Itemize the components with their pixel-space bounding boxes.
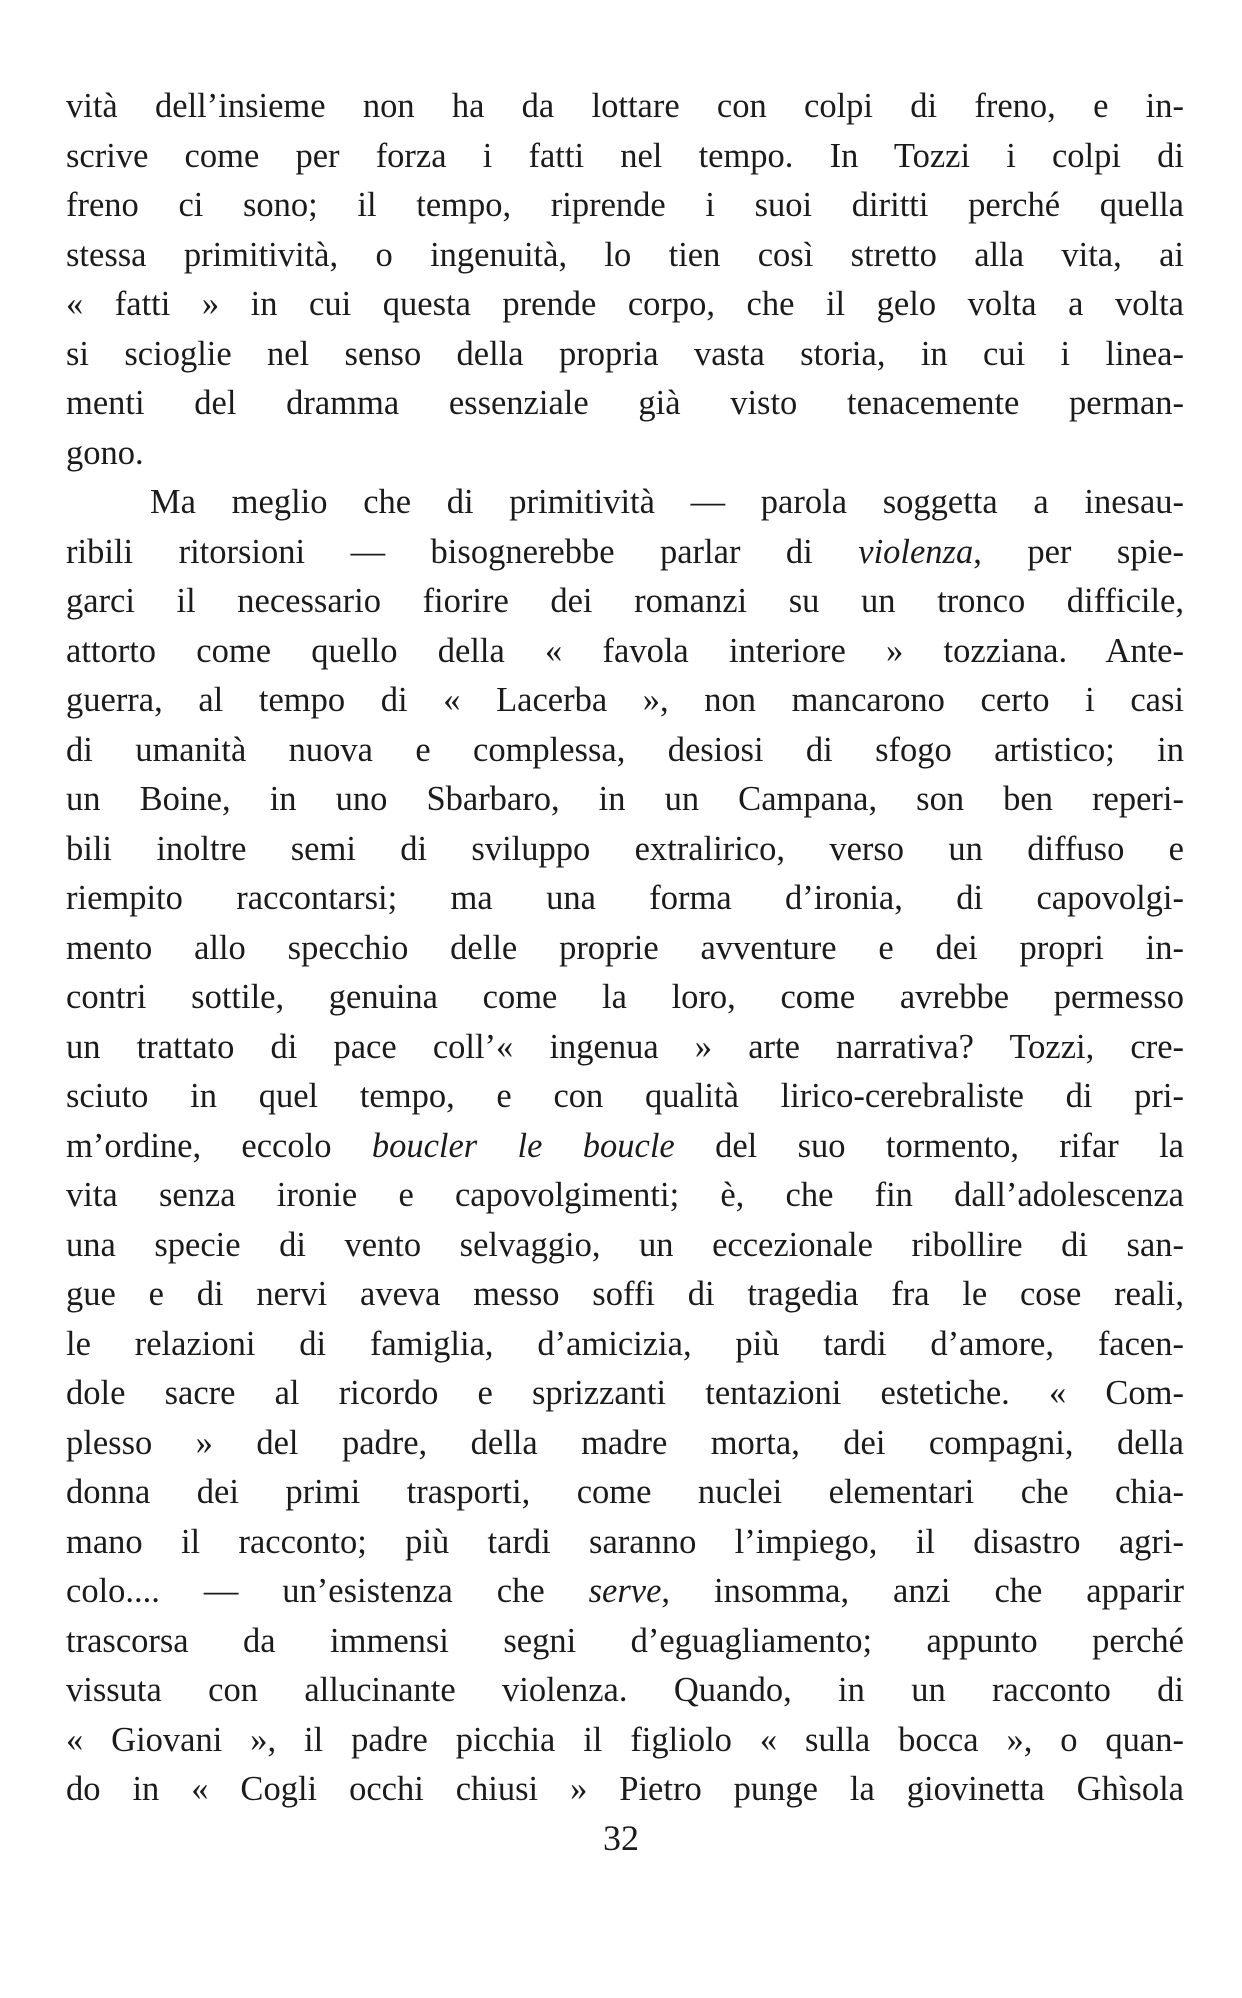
text-line-16: bili inoltre semi di sviluppo extralirico, verso un diffuso e bbox=[66, 829, 1184, 868]
text-line-30: mano il racconto; più tardi saranno l’impiego, il disastro agri- bbox=[66, 1522, 1184, 1561]
text-line-21: sciuto in quel tempo, e con qualità lirico-cerebraliste di pri- bbox=[66, 1077, 1184, 1115]
text-line-35: do in « Cogli occhi chiusi » Pietro punge la giovinetta Ghìsola bbox=[66, 1770, 1184, 1808]
text-line-9: Ma meglio che di primitività — parola soggetta a inesau- bbox=[150, 483, 1184, 521]
text-line-34: « Giovani », il padre picchia il figliolo « sulla bocca », o quan- bbox=[66, 1720, 1184, 1759]
text-line-4: stessa primitività, o ingenuità, lo tien così stretto alla vita, ai bbox=[66, 235, 1184, 274]
text-line-10: ribili ritorsioni — bisognerebbe parlar di violenza, per spie- bbox=[66, 532, 1184, 571]
text-line-26: le relazioni di famiglia, d’amicizia, più tardi d’amore, facen- bbox=[66, 1324, 1184, 1363]
text-line-32: trascorsa da immensi segni d’eguagliamento; appunto perché bbox=[66, 1621, 1184, 1660]
text-line-33: vissuta con allucinante violenza. Quando, in un racconto di bbox=[66, 1671, 1184, 1709]
text-line-27: dole sacre al ricordo e sprizzanti tentazioni estetiche. « Com- bbox=[66, 1374, 1184, 1412]
text-line-6: si scioglie nel senso della propria vasta storia, in cui i linea- bbox=[66, 334, 1184, 373]
text-line-7: menti del dramma essenziale già visto tenacemente perman- bbox=[66, 384, 1184, 422]
text-line-20: un trattato di pace coll’« ingenua » arte narrativa? Tozzi, cre- bbox=[66, 1027, 1184, 1066]
text-line-3: freno ci sono; il tempo, riprende i suoi diritti perché quella bbox=[66, 186, 1184, 224]
text-line-12: attorto come quello della « favola interiore » tozziana. Ante- bbox=[66, 631, 1184, 670]
text-line-13: guerra, al tempo di « Lacerba », non mancarono certo i casi bbox=[66, 681, 1184, 719]
text-line-1: vità dell’insieme non ha da lottare con colpi di freno, e in- bbox=[66, 87, 1184, 125]
text-line-14: di umanità nuova e complessa, desiosi di sfogo artistico; in bbox=[66, 730, 1184, 769]
book-page-body bbox=[66, 82, 1184, 1815]
text-line-19: contri sottile, genuina come la loro, come avrebbe permesso bbox=[66, 978, 1184, 1016]
text-line-23: vita senza ironie e capovolgimenti; è, che fin dall’adolescenza bbox=[66, 1176, 1184, 1214]
text-line-15: un Boine, in uno Sbarbaro, in un Campana, son ben reperi- bbox=[66, 780, 1184, 818]
text-line-25: gue e di nervi aveva messo soffi di tragedia fra le cose reali, bbox=[66, 1275, 1184, 1313]
text-line-28: plesso » del padre, della madre morta, dei compagni, della bbox=[66, 1423, 1184, 1462]
text-line-11: garci il necessario fiorire dei romanzi su un tronco difficile, bbox=[66, 582, 1184, 620]
text-line-5: « fatti » in cui questa prende corpo, che il gelo volta a volta bbox=[66, 285, 1184, 323]
text-line-2: scrive come per forza i fatti nel tempo. In Tozzi i colpi di bbox=[66, 136, 1184, 175]
text-line-24: una specie di vento selvaggio, un eccezionale ribollire di san- bbox=[66, 1225, 1184, 1264]
text-line-22: m’ordine, eccolo boucler le boucle del suo tormento, rifar la bbox=[66, 1126, 1184, 1165]
text-line-18: mento allo specchio delle proprie avventure e dei propri in- bbox=[66, 928, 1184, 967]
text-line-31: colo.... — un’esistenza che serve, insomma, anzi che apparir bbox=[66, 1572, 1184, 1610]
text-line-8: gono. bbox=[66, 433, 144, 472]
page-number: 32 bbox=[603, 1818, 639, 1858]
text-line-29: donna dei primi trasporti, come nuclei elementari che chia- bbox=[66, 1473, 1184, 1511]
text-line-17: riempito raccontarsi; ma una forma d’ironia, di capovolgi- bbox=[66, 879, 1184, 917]
